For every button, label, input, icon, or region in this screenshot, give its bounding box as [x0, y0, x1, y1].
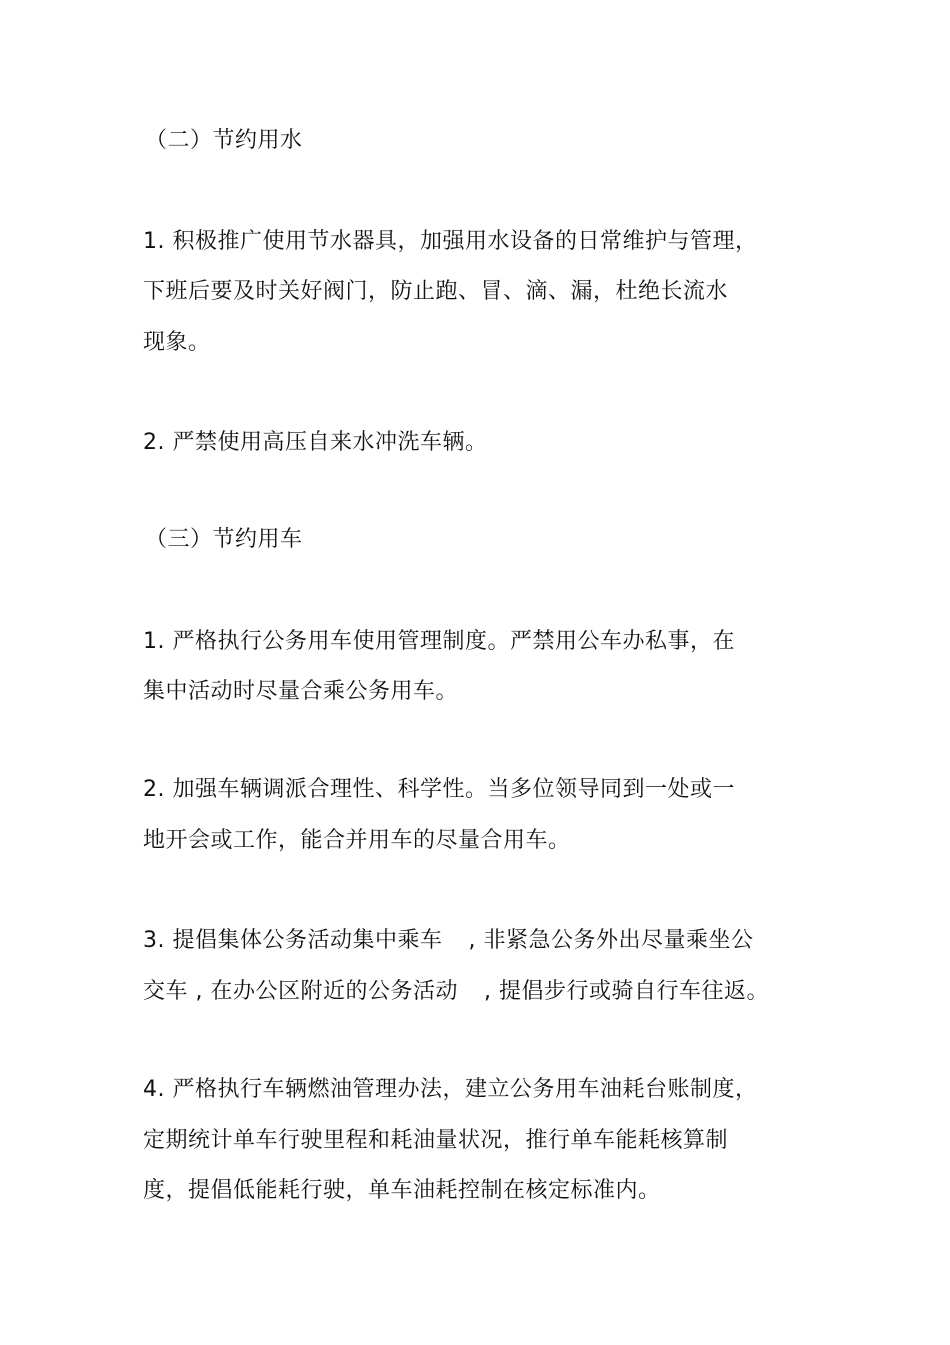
text-segment: , 非紧急公务外出尽量乘坐公 — [468, 928, 754, 953]
paragraph-line: 下班后要及时关好阀门，防止跑、冒、滴、漏，杜绝长流水 — [143, 279, 729, 304]
text-segment: , 提倡步行或骑自行车往返。 — [483, 979, 769, 1004]
paragraph-line: 4. 严格执行车辆燃油管理办法，建立公务用车油耗台账制度， — [143, 1077, 758, 1102]
paragraph-line: 地开会或工作，能合并用车的尽量合用车。 — [143, 828, 571, 853]
paragraph-line — [143, 926, 753, 956]
paragraph-line: 1. 积极推广使用节水器具，加强用水设备的日常维护与管理， — [143, 229, 758, 254]
text-segment: 3. 提倡集体公务活动集中乘车 — [143, 928, 443, 953]
paragraph-line: 1. 严格执行公务用车使用管理制度。严禁用公车办私事，在 — [143, 629, 735, 654]
section-heading-water: （二）节约用水 — [145, 128, 303, 153]
paragraph-line: 定期统计单车行驶里程和耗油量状况，推行单车能耗核算制 — [143, 1128, 729, 1153]
paragraph-line: 度，提倡低能耗行驶，单车油耗控制在核定标准内。 — [143, 1178, 661, 1203]
paragraph-line: 2. 严禁使用高压自来水冲洗车辆。 — [143, 430, 488, 455]
paragraph-line: 2. 加强车辆调派合理性、科学性。当多位领导同到一处或一 — [143, 777, 735, 802]
section-heading-vehicle: （三）节约用车 — [145, 527, 303, 552]
paragraph-line — [143, 977, 769, 1007]
paragraph-line: 现象。 — [143, 330, 211, 355]
paragraph-line: 集中活动时尽量合乘公务用车。 — [143, 679, 459, 704]
text-segment: 交车 , 在办公区附近的公务活动 — [143, 979, 458, 1004]
